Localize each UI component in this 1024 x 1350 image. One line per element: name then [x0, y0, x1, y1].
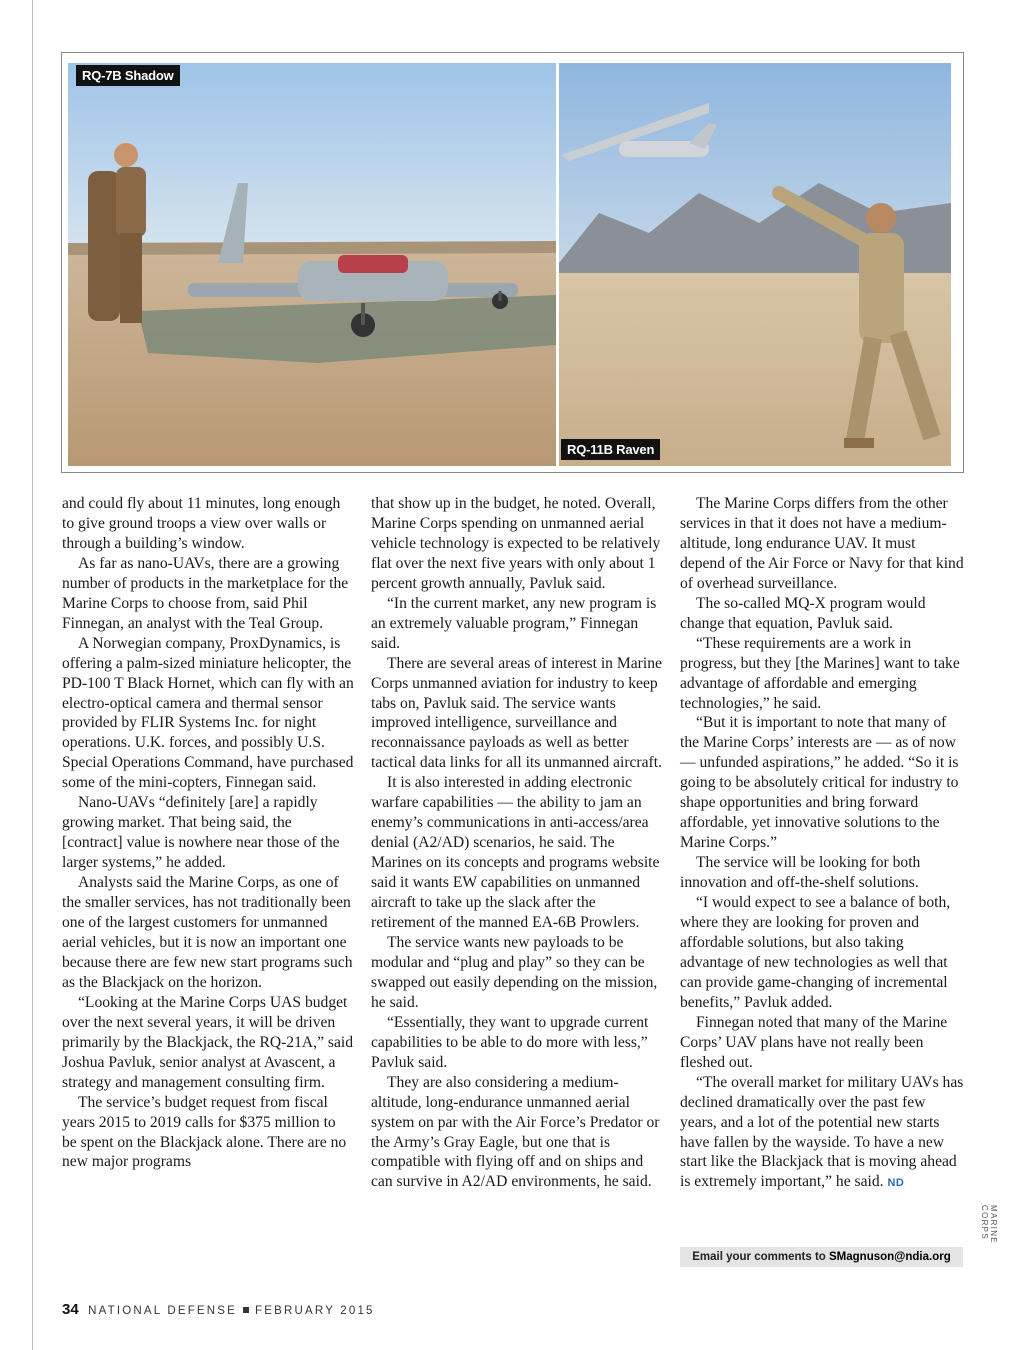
paragraph: It is also interested in adding electronic warfare capabilities — the ability to jam an enemy’s communications in anti-access/area denial (A2/AD) scenarios, he said. The Marines on its concepts and programs website said it wants EW capabilities on unmanned aircraft to take up the slack after the retirement of the manned EA-6B Prowlers. — [371, 774, 660, 932]
caption-rq11b-raven: RQ-11B Raven — [561, 439, 660, 460]
paragraph: The service’s budget request from fiscal years 2015 to 2019 calls for $375 million to be spent on the Blackjack alone. There are no new major programs — [62, 1093, 347, 1171]
caption-rq7b-shadow: RQ-7B Shadow — [76, 65, 180, 86]
raven-photo-illustration — [559, 63, 951, 466]
paragraph: “These requirements are a work in progress, but they [the Marines] want to take advantage of affordable and emerging technologies,” he said. — [680, 634, 960, 712]
shadow-photo-illustration — [68, 63, 556, 466]
separator-square-icon — [243, 1307, 249, 1313]
paragraph: Nano-UAVs “definitely [are] a rapidly growing market. That being said, the [contract] value is nowhere near those of the larger systems,” he added. — [62, 794, 340, 872]
paragraph: “Essentially, they want to upgrade current capabilities to be able to do more with less,” Pavluk said. — [371, 1013, 649, 1071]
email-address-link[interactable]: SMagnuson@ndia.org — [829, 1251, 951, 1263]
paragraph: They are also considering a medium-altitude, long-endurance unmanned aerial system on par with the Air Force’s Predator or the Army’s Gray Eagle, but one that is compatible with flying off and on ships and can survive in A2/AD environments, he said. — [371, 1073, 660, 1191]
paragraph: and could fly about 11 minutes, long enough to give ground troops a view over walls or through a building’s window. — [62, 495, 341, 552]
text-column-1 — [62, 494, 354, 1172]
issue-date: FEBRUARY 2015 — [255, 1305, 375, 1317]
photo-panel — [61, 52, 964, 473]
photo-rq11b-raven — [559, 63, 951, 466]
email-comments-box — [680, 1247, 963, 1267]
paragraph: Analysts said the Marine Corps, as one of the smaller services, has not traditionally been one of the largest customers for unmanned aerial vehicles, but it is now an important one because there are few new start programs such as the Blackjack on the horizon. — [62, 874, 353, 991]
paragraph: The service wants new payloads to be modular and “plug and play” so they can be swapped out easily depending on the mission, he said. — [371, 933, 658, 1011]
paragraph: Finnegan noted that many of the Marine Corps’ UAV plans have not really been fleshed out. — [680, 1013, 948, 1071]
page-margin-rule — [32, 0, 33, 1350]
paragraph: “In the current market, any new program is an extremely valuable program,” Finnegan said. — [371, 594, 657, 652]
final-paragraph — [680, 1073, 964, 1195]
paragraph: “Looking at the Marine Corps UAS budget over the next several years, it will be driven primarily by the Blackjack, the RQ-21A,” said Joshua Pavluk, senior analyst at Avascent, a strategy and management consulting firm. — [62, 993, 354, 1091]
paragraph: The Marine Corps differs from the other services in that it does not have a medium-altitude, long endurance UAV. It must depend of the Air Force or Navy for that kind of overhead surveillance. — [680, 495, 964, 592]
paragraph: that show up in the budget, he noted. Overall, Marine Corps spending on unmanned aerial vehicle technology is expected to be relatively flat over the next five years with only about 1 percent growth annually, Pavluk said. — [371, 495, 661, 592]
paragraph: As far as nano-UAVs, there are a growing number of products in the marketplace for the Marine Corps to choose from, said Phil Finnegan, an analyst with the Teal Group. — [62, 554, 349, 632]
paragraph: The so-called MQ-X program would change that equation, Pavluk said. — [680, 594, 926, 632]
paragraph: The service will be looking for both innovation and off-the-shelf solutions. — [680, 854, 921, 892]
section-side-label: MARINE CORPS — [980, 1205, 998, 1244]
publication-name: NATIONAL DEFENSE — [88, 1305, 238, 1317]
end-mark: ND — [887, 1177, 905, 1190]
page-footer — [62, 1301, 375, 1318]
paragraph-text: “The overall market for military UAVs has declined dramatically over the past few years, and a lot of the potential new starts have fallen by the wayside. To have a new start like the Blackjack that is moving ahead is extremely important,” he said. — [680, 1073, 964, 1191]
text-column-2 — [371, 494, 663, 1192]
paragraph: There are several areas of interest in Marine Corps unmanned aviation for industry to keep tabs on, Pavluk said. The service wants improved intelligence, surveillance and reconnaissance payloads as well as better tactical data links for all its unmanned aircraft. — [371, 654, 662, 772]
paragraph: A Norwegian company, ProxDynamics, is offering a palm-sized miniature helicopter, the PD-100 T Black Hornet, which can fly with an electro-optical camera and thermal sensor provided by FLIR Systems Inc. for night operations. U.K. forces, and possibly U.S. Special Operations Command, have purchased some of the mini-copters, Finnegan said. — [62, 634, 354, 792]
page-number: 34 — [62, 1301, 79, 1318]
photo-rq7b-shadow — [68, 63, 556, 466]
paragraph: “But it is important to note that many of the Marine Corps’ interests are — as of now — unfunded aspirations,” he added. “So it is going to be absolutely critical for industry to shape opportunities and bring forward affordable, yet innovative solutions to the Marine Corps.” — [680, 714, 959, 852]
paragraph: “I would expect to see a balance of both, where they are looking for proven and affordable solutions, but also taking advantage of new technologies as well that can provide game-changing of incremental benefits,” Pavluk added. — [680, 894, 951, 1011]
email-prefix: Email your comments to — [692, 1251, 829, 1263]
text-column-3 — [680, 494, 964, 1194]
